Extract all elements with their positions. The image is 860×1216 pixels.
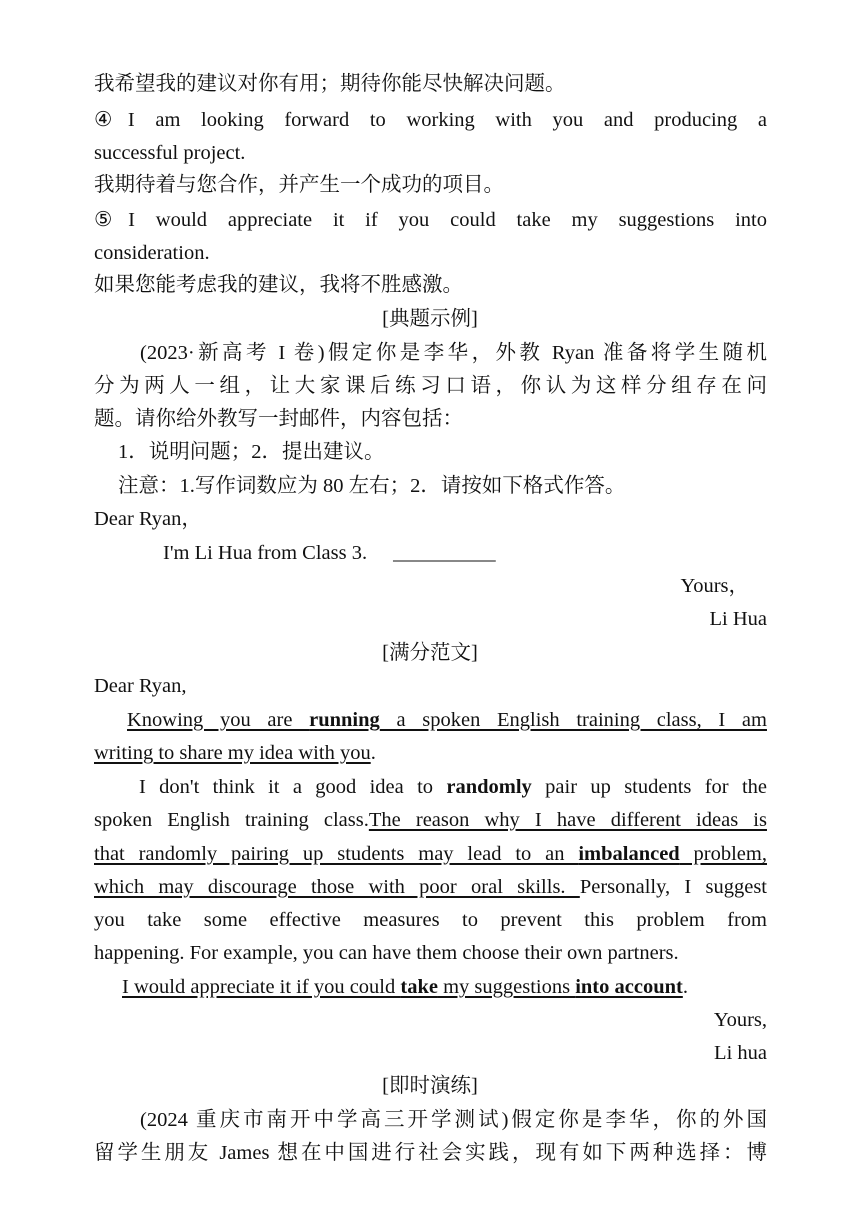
model-p1-text: a spoken English training class, I am (379, 709, 767, 731)
example-opening-text: I'm Li Hua from Class 3. (163, 542, 368, 564)
model-p1-text: Knowing you are (127, 709, 310, 731)
expression-5-text: I would appreciate it if you could take my suggestions into (128, 209, 767, 231)
model-p3-text: my suggestions (437, 976, 576, 998)
model-keyword-randomly: randomly (446, 776, 532, 798)
expression-3-translation: 我希望我的建议对你有用；期待你能尽快解决问题。 (94, 73, 566, 95)
model-p2-line4 (94, 873, 767, 901)
expression-4-text: I am looking forward to working with you and producing a (127, 109, 767, 131)
model-p2-text: problem, (679, 843, 767, 865)
model-p2-text: pair up students for the (531, 776, 768, 798)
expression-4-english-line2: successful project. (94, 142, 246, 164)
model-p2-text: spoken English training class. (94, 809, 369, 831)
model-keyword-take: take (400, 976, 438, 998)
model-p2-line3 (94, 840, 767, 868)
practice-prompt-line1: (2024 重庆市南开中学高三开学测试)假定你是李华，你的外国 (140, 1109, 767, 1131)
model-p3-text: I would appreciate it if you could (122, 976, 401, 998)
model-p2-line5: you take some effective measures to prevent this problem from (94, 909, 767, 931)
model-closing: Yours, (713, 1009, 767, 1031)
model-p3-underlined (122, 976, 683, 998)
expression-4-number: ④ (94, 109, 128, 131)
example-signature: Li Hua (709, 608, 767, 630)
model-p1-underlined: writing to share my idea with you (94, 742, 371, 764)
example-prompt-line3: 题。请你给外教写一封邮件，内容包括： (94, 408, 463, 430)
example-opening (163, 539, 663, 567)
model-p1-line2 (94, 739, 767, 767)
expression-5-translation: 如果您能考虑我的建议，我将不胜感激。 (94, 274, 463, 296)
model-p3-line1 (122, 973, 767, 1001)
practice-prompt-line2: 留学生朋友 James 想在中国进行社会实践，现有如下两种选择：博 (94, 1142, 767, 1164)
model-heading: [满分范文] (382, 642, 478, 664)
model-p2-text: that randomly pairing up students may lead to an (94, 843, 579, 865)
example-greeting: Dear Ryan， (94, 508, 202, 530)
model-greeting: Dear Ryan, (94, 675, 187, 697)
example-closing: Yours， (680, 575, 749, 597)
model-p3-period: . (682, 976, 688, 998)
example-note: 注意：1.写作词数应为 80 左右；2．请按如下格式作答。 (118, 475, 626, 497)
model-p2-underlined: which may discourage those with poor oral skills. (94, 876, 580, 898)
model-p1-line1 (127, 706, 767, 734)
model-keyword-imbalanced: imbalanced (578, 843, 680, 865)
expression-4-translation: 我期待着与您合作，并产生一个成功的项目。 (94, 174, 504, 196)
model-p2-text: Personally, I suggest (579, 876, 767, 898)
model-p2-line2 (94, 806, 767, 834)
model-keyword-into-account: into account (575, 976, 683, 998)
model-signature: Li hua (714, 1042, 767, 1064)
answer-blank: __________ (393, 542, 496, 564)
model-p2-text: I don't think it a good idea to (139, 776, 447, 798)
example-prompt-line2: 分为两人一组，让大家课后练习口语，你认为这样分组存在问 (94, 375, 767, 397)
model-keyword-running: running (309, 709, 380, 731)
model-p2-line6: happening. For example, you can have them choose their own partners. (94, 942, 679, 964)
example-prompt-line1: (2023·新高考 I 卷)假定你是李华，外教 Ryan 准备将学生随机 (140, 342, 767, 364)
model-p1-period: . (370, 742, 376, 764)
example-points: 1．说明问题；2．提出建议。 (118, 441, 385, 463)
model-p2-underlined: The reason why I have different ideas is (368, 809, 767, 831)
expression-5-english-line1 (94, 206, 767, 234)
example-heading: [典题示例] (382, 308, 478, 330)
model-p2-line1 (139, 773, 767, 801)
expression-5-english-line2: consideration. (94, 242, 210, 264)
practice-heading: [即时演练] (382, 1075, 478, 1097)
expression-5-number: ⑤ (94, 209, 129, 231)
expression-4-english-line1 (94, 106, 767, 134)
